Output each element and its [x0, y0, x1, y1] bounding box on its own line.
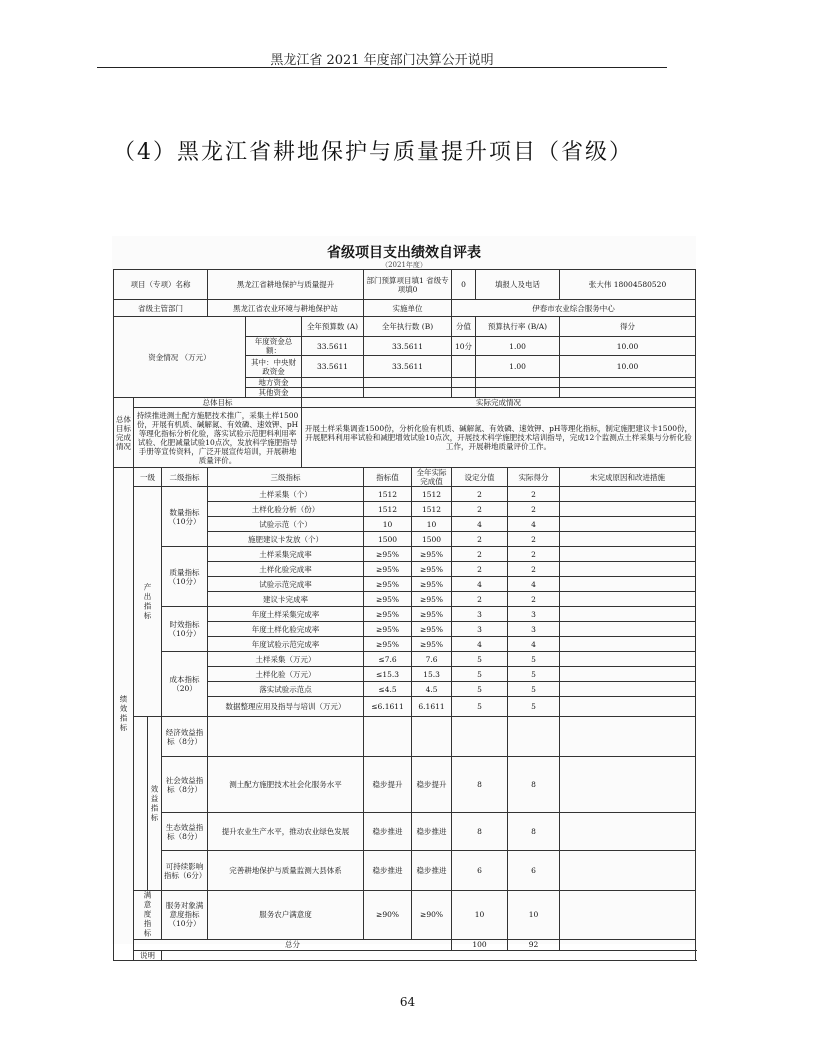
indicator-name: 提升农业生产水平，推动农业绿色发展	[208, 813, 364, 851]
authority-row	[114, 300, 696, 317]
points-header: 实际得分	[508, 468, 560, 487]
indicator-name: 落实试验示范点	[208, 682, 364, 697]
funds-exec: 33.5611	[364, 356, 452, 378]
indicator-score: 4	[452, 517, 508, 532]
indicator-points: 2	[508, 532, 560, 547]
indicator-actual: ≥90%	[412, 891, 452, 940]
l3-header: 三级指标	[208, 468, 364, 487]
indicator-reason	[560, 592, 696, 607]
indicator-points: 2	[508, 592, 560, 607]
authority-label: 省级主管部门	[114, 300, 208, 317]
indicator-points: 2	[508, 487, 560, 502]
funds-name: 地方资金	[246, 378, 302, 388]
indicator-target: ≤4.5	[364, 682, 412, 697]
indicator-reason	[560, 813, 696, 851]
indicator-reason	[560, 562, 696, 577]
indicator-target: 稳步提升	[364, 757, 412, 813]
goal-actual: 开展土样采集调查1500份，分析化验有机质、碱解氮、有效磷、速效钾、pH等理化指标，制定施肥建议卡1500份，开展肥料利用率试验和减肥增效试验10点次，开展技术科学施肥技术培训指导，完成12个监测点土样采集与分析化验工作，开展耕地质量评价工作。	[302, 408, 696, 468]
indicator-points: 4	[508, 577, 560, 592]
indicator-points: 2	[508, 562, 560, 577]
indicator-reason	[560, 891, 696, 940]
indicator-actual: 10	[412, 517, 452, 532]
quantity-group: 数量指标（10分）	[162, 487, 208, 547]
unit-label: 实施单位	[364, 300, 452, 317]
indicator-target: ≥95%	[364, 562, 412, 577]
note-row	[114, 950, 696, 960]
exec-header: 全年执行数 (B)	[364, 317, 452, 337]
target-header: 指标值	[364, 468, 412, 487]
indicator-points: 5	[508, 682, 560, 697]
cost-group: 成本指标（20）	[162, 652, 208, 717]
indicator-target: 10	[364, 517, 412, 532]
project-value: 黑龙江省耕地保护与质量提升	[208, 270, 364, 300]
goal-header-row	[114, 398, 696, 408]
indicator-reason	[560, 502, 696, 517]
indicator-target: ≤15.3	[364, 667, 412, 682]
indicator-points: 4	[508, 517, 560, 532]
indicator-reason	[560, 757, 696, 813]
budget-header: 全年预算数 (A)	[302, 317, 364, 337]
indicator-name: 年度土样采集完成率	[208, 607, 364, 622]
indicator-score: 8	[452, 757, 508, 813]
indicator-target: 1512	[364, 502, 412, 517]
indicator-score: 4	[452, 637, 508, 652]
indicator-reason	[560, 532, 696, 547]
indicator-actual: ≥95%	[412, 622, 452, 637]
indicator-target: ≥90%	[364, 891, 412, 940]
indicator-target: ≥95%	[364, 592, 412, 607]
dept-value: 0	[452, 270, 476, 300]
indicator-row	[114, 652, 696, 667]
indicator-points: 6	[508, 851, 560, 891]
indicator-target: 稳步推进	[364, 851, 412, 891]
indicator-points: 3	[508, 607, 560, 622]
satisfaction-label: 满意度指标	[134, 891, 162, 940]
funds-exec: 33.5611	[364, 337, 452, 356]
indicator-name: 土样化验分析（份）	[208, 502, 364, 517]
score-header: 设定分值	[452, 468, 508, 487]
indicator-name: 完善耕地保护与质量监测大县体系	[208, 851, 364, 891]
indicator-reason	[560, 667, 696, 682]
funds-name: 年度资金总额：	[246, 337, 302, 356]
indicator-reason	[560, 622, 696, 637]
indicator-points: 5	[508, 667, 560, 682]
indicator-score: 2	[452, 532, 508, 547]
indicator-reason	[560, 652, 696, 667]
indicator-row	[114, 607, 696, 622]
indicator-score: 2	[452, 562, 508, 577]
indicator-name: 土样采集完成率	[208, 547, 364, 562]
time-group: 时效指标（10分）	[162, 607, 208, 652]
indicator-reason	[560, 851, 696, 891]
project-row	[114, 270, 696, 300]
filler-value: 张大伟 18004580520	[560, 270, 696, 300]
social-group: 社会效益指标（8分）	[162, 757, 208, 813]
l1-header: 一级	[134, 468, 162, 487]
indicator-actual: 1512	[412, 502, 452, 517]
reason-header: 未完成原因和改进措施	[560, 468, 696, 487]
indicator-points: 8	[508, 813, 560, 851]
indicator-score: 2	[452, 502, 508, 517]
page-header: 黑龙江省 2021 年度部门决算公开说明	[270, 53, 494, 68]
indicator-actual: ≥95%	[412, 637, 452, 652]
score-header: 分值	[452, 317, 476, 337]
indicator-name: 年度试验示范完成率	[208, 637, 364, 652]
funds-points: 10.00	[560, 337, 696, 356]
indicator-points: 2	[508, 547, 560, 562]
indicator-actual: ≥95%	[412, 577, 452, 592]
l2-header: 二级指标	[162, 468, 208, 487]
indicator-row	[114, 757, 696, 813]
indicator-actual: ≥95%	[412, 592, 452, 607]
indicator-score: 2	[452, 592, 508, 607]
indicator-name: 试验示范完成率	[208, 577, 364, 592]
indicator-row	[114, 547, 696, 562]
indicator-points: 5	[508, 652, 560, 667]
indicator-target: 1512	[364, 487, 412, 502]
indicator-score: 4	[452, 577, 508, 592]
quality-group: 质量指标（10分）	[162, 547, 208, 607]
indicator-reason	[560, 682, 696, 697]
actual-header: 全年实际完成值	[412, 468, 452, 487]
indicator-score: 3	[452, 607, 508, 622]
indicator-row	[114, 851, 696, 891]
goal-target: 持续推进测土配方施肥技术推广，采集土样1500份，开展有机质、碱解氮、有效磷、速效钾、pH等理化指标分析化验，落实试验示范肥料利用率试验、化肥减量试验10点次，发放科学施肥指导手册等宣传资料，广泛开展宣传培训，开展耕地质量评价。	[134, 408, 302, 468]
indicator-target: ≥95%	[364, 622, 412, 637]
funds-label: 资金情况 （万元）	[114, 317, 246, 398]
eco-group: 生态效益指标（8分）	[162, 813, 208, 851]
indicator-score: 3	[452, 622, 508, 637]
indicator-reason	[560, 487, 696, 502]
indicator-score: 5	[452, 697, 508, 717]
form-title: 省级项目支出绩效自评表	[327, 245, 481, 261]
benefit-label: 效益指标	[148, 717, 162, 891]
indicator-target: ≤6.1611	[364, 697, 412, 717]
indicator-target: ≤7.6	[364, 652, 412, 667]
indicator-name: 土样采集（万元）	[208, 652, 364, 667]
total-score: 100	[452, 939, 508, 950]
indicator-score: 5	[452, 667, 508, 682]
funds-rate: 1.00	[476, 356, 560, 378]
funds-score	[452, 356, 476, 378]
indicator-reason	[560, 577, 696, 592]
goal-target-header: 总体目标	[134, 398, 302, 408]
indicator-name: 服务农户满意度	[208, 891, 364, 940]
indicator-actual: 稳步推进	[412, 851, 452, 891]
goal-row	[114, 408, 696, 468]
indicator-points: 3	[508, 622, 560, 637]
sustain-group: 可持续影响指标（6分）	[162, 851, 208, 891]
authority-value: 黑龙江省农业环境与耕地保护站	[208, 300, 364, 317]
perf-label: 绩效指标	[114, 468, 134, 961]
note-value	[162, 950, 696, 960]
indicator-actual: 4.5	[412, 682, 452, 697]
indicator-actual: 稳步推进	[412, 813, 452, 851]
indicator-row	[114, 813, 696, 851]
indicator-row	[114, 487, 696, 502]
funds-budget: 33.5611	[302, 337, 364, 356]
indicator-reason	[560, 547, 696, 562]
goal-label: 总体目标完成情况	[114, 398, 134, 468]
funds-points: 10.00	[560, 356, 696, 378]
indicator-score: 6	[452, 851, 508, 891]
indicator-actual: 1500	[412, 532, 452, 547]
indicator-target: ≥95%	[364, 637, 412, 652]
indicator-actual: 稳步提升	[412, 757, 452, 813]
evaluation-table	[113, 269, 696, 961]
funds-name: 其中：中央财政资金	[246, 356, 302, 378]
indicator-score: 2	[452, 487, 508, 502]
econ-group: 经济效益指标（8分）	[162, 717, 208, 757]
funds-score: 10分	[452, 337, 476, 356]
indicator-reason	[560, 697, 696, 717]
header-rule	[97, 67, 667, 68]
indicator-score: 10	[452, 891, 508, 940]
unit-value: 伊春市农业综合服务中心	[452, 300, 696, 317]
indicator-actual: ≥95%	[412, 547, 452, 562]
points-header: 得分	[560, 317, 696, 337]
indicator-name: 施肥建议卡发放（个）	[208, 532, 364, 547]
rate-header: 预算执行率 (B/A)	[476, 317, 560, 337]
indicator-actual: 6.1611	[412, 697, 452, 717]
indicator-actual: 1512	[412, 487, 452, 502]
indicator-name: 试验示范（个）	[208, 517, 364, 532]
indicator-score: 8	[452, 813, 508, 851]
indicator-points: 8	[508, 757, 560, 813]
indicator-score: 5	[452, 652, 508, 667]
indicator-name: 土样化验完成率	[208, 562, 364, 577]
indicator-row	[114, 891, 696, 940]
dept-label: 部门预算项目填1 省级专项填0	[364, 270, 452, 300]
indicator-reason	[560, 637, 696, 652]
indicator-actual: 15.3	[412, 667, 452, 682]
form-year: （2021年度）	[381, 261, 427, 269]
indicator-points: 5	[508, 697, 560, 717]
indicator-header-row	[114, 468, 696, 487]
funds-name: 其他资金	[246, 388, 302, 398]
indicator-target: ≥95%	[364, 577, 412, 592]
total-row	[114, 939, 696, 950]
indicator-points: 2	[508, 502, 560, 517]
indicator-points: 10	[508, 891, 560, 940]
project-label: 项目（专项）名称	[114, 270, 208, 300]
indicator-name: 数据整理应用及指导与培训（万元）	[208, 697, 364, 717]
scanned-form	[112, 236, 696, 960]
indicator-reason	[560, 607, 696, 622]
funds-budget: 33.5611	[302, 356, 364, 378]
indicator-score: 5	[452, 682, 508, 697]
service-group: 服务对象满意度指标（10分）	[162, 891, 208, 940]
indicator-target: ≥95%	[364, 607, 412, 622]
indicator-name: 建议卡完成率	[208, 592, 364, 607]
indicator-score: 2	[452, 547, 508, 562]
indicator-actual: ≥95%	[412, 562, 452, 577]
indicator-actual: ≥95%	[412, 607, 452, 622]
indicator-target: 1500	[364, 532, 412, 547]
funds-rate: 1.00	[476, 337, 560, 356]
goal-actual-header: 实际完成情况	[302, 398, 696, 408]
indicator-actual: 7.6	[412, 652, 452, 667]
indicator-row	[114, 717, 696, 757]
indicator-name: 测土配方施肥技术社会化服务水平	[208, 757, 364, 813]
indicator-name: 年度土样化验完成率	[208, 622, 364, 637]
page-number: 64	[399, 995, 416, 1009]
indicator-points: 4	[508, 637, 560, 652]
note-label: 说明	[134, 950, 162, 960]
indicator-target: ≥95%	[364, 547, 412, 562]
filler-label: 填报人及电话	[476, 270, 560, 300]
output-label: 产出指标	[134, 487, 162, 717]
funds-header-row	[114, 317, 696, 337]
indicator-name: 土样采集（个）	[208, 487, 364, 502]
indicator-reason	[560, 517, 696, 532]
total-points: 92	[508, 939, 560, 950]
funds-blank	[246, 317, 302, 337]
total-label: 总分	[134, 939, 452, 950]
section-title: （4）黑龙江省耕地保护与质量提升项目（省级）	[113, 140, 633, 165]
indicator-name: 土样化验（万元）	[208, 667, 364, 682]
indicator-target: 稳步推进	[364, 813, 412, 851]
